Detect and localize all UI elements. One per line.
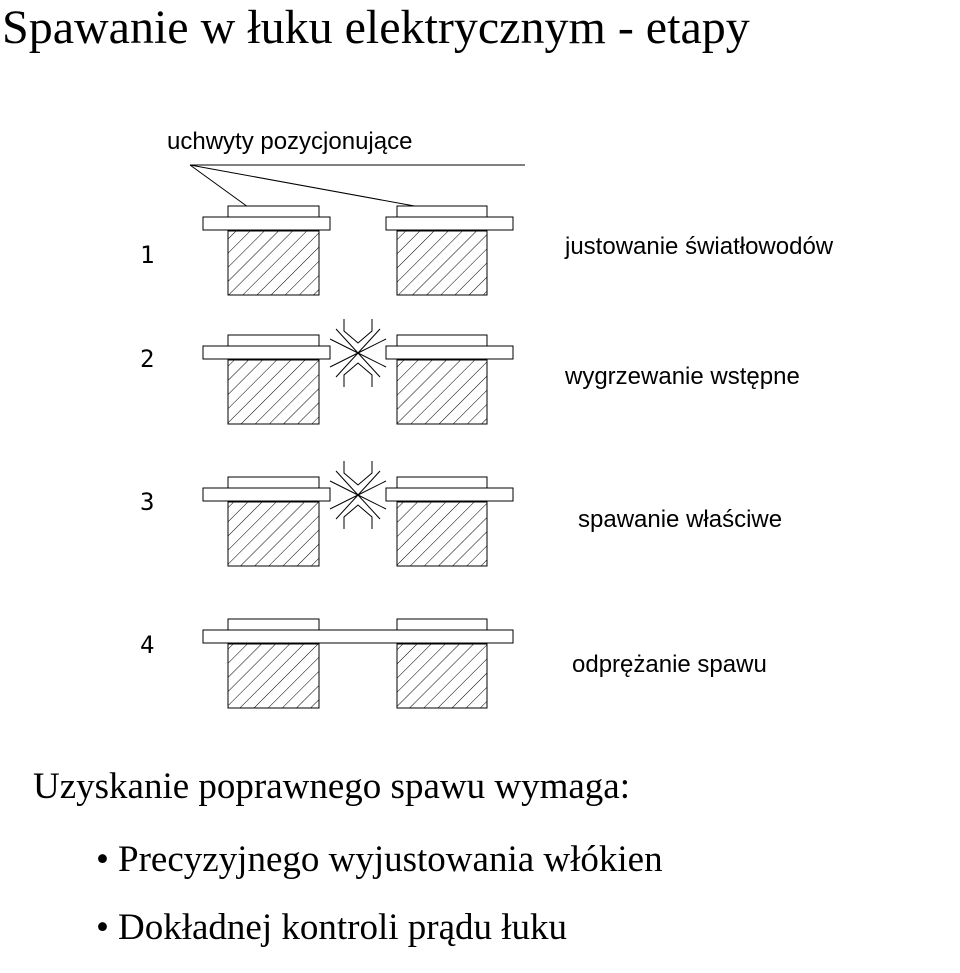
fiber-left <box>203 346 330 359</box>
stage-number: 1 <box>140 241 155 269</box>
holder-clamp-left <box>228 335 319 346</box>
requirement-item: • Precyzyjnego wyjustowania włókien <box>96 837 663 883</box>
holder-clamp-left <box>228 477 319 488</box>
stage-row-4 <box>140 619 767 708</box>
stage-row-3 <box>140 461 782 566</box>
holder-clamp-right <box>397 335 487 346</box>
fiber-right <box>386 217 513 230</box>
fiber-right <box>386 346 513 359</box>
holder-clamp-right <box>397 477 487 488</box>
stage-label: wygrzewanie wstępne <box>565 363 800 390</box>
holder-pointer-left <box>190 165 248 207</box>
holder-block-left <box>228 502 319 566</box>
bullet-dot-icon: • <box>96 907 109 948</box>
stage-label: justowanie światłowodów <box>565 233 834 260</box>
fiber-left <box>203 217 330 230</box>
holder-clamp-right <box>397 619 487 630</box>
holders-label: uchwyty pozycjonujące <box>167 128 413 155</box>
holder-block-left <box>228 360 319 424</box>
fiber-joined <box>203 630 513 643</box>
requirements-list <box>96 837 663 973</box>
holder-block-left <box>228 644 319 708</box>
holder-block-right <box>397 360 487 424</box>
electric-arc-icon <box>330 461 386 529</box>
holder-block-right <box>397 231 487 295</box>
fiber-right <box>386 488 513 501</box>
holder-clamp-left <box>228 619 319 630</box>
stage-row-1 <box>140 206 834 295</box>
holder-block-left <box>228 231 319 295</box>
stage-label: spawanie właściwe <box>578 506 783 533</box>
holder-block-right <box>397 644 487 708</box>
stage-number: 2 <box>140 345 155 373</box>
stage-number: 4 <box>140 631 155 659</box>
fiber-left <box>203 488 330 501</box>
holder-block-right <box>397 502 487 566</box>
stage-label: odprężanie spawu <box>572 651 767 678</box>
holder-clamp-right <box>397 206 487 217</box>
bullet-dot-icon: • <box>96 839 109 880</box>
stage-number: 3 <box>140 488 155 516</box>
holder-clamp-left <box>228 206 319 217</box>
electric-arc-icon <box>330 319 386 387</box>
requirement-item: • Dokładnej kontroli prądu łuku <box>96 905 663 951</box>
stage-row-2 <box>140 319 800 424</box>
summary-heading: Uzyskanie poprawnego spawu wymaga: <box>33 766 630 807</box>
holder-pointer-right <box>190 165 420 207</box>
page-title: Spawanie w łuku elektrycznym - etapy <box>2 1 750 54</box>
